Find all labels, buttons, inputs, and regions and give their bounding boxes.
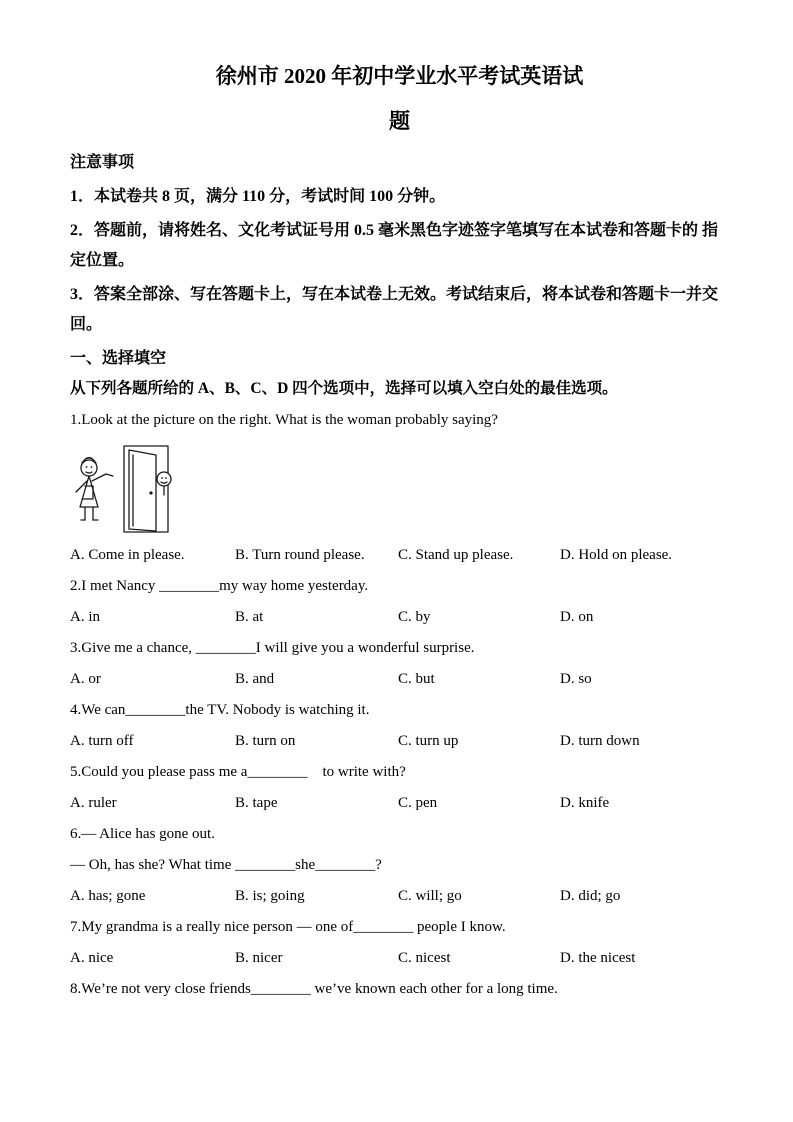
woman-arm [92,474,113,481]
question-6-stem-line-2: — Oh, has she? What time ________she________? [70,857,382,873]
woman-at-open-door-illustration [72,441,184,537]
notice-item-3: 3．答案全部涂、写在答题卡上，写在本试卷上无效。考试结束后，将本试卷和答题卡一并交回。 [70,286,719,333]
question-2-option-b: B. at [235,609,264,625]
question-6-option-b: B. is; going [235,888,305,904]
question-1-stem: 1.Look at the picture on the right. What is the woman probably saying? [70,412,498,428]
question-3-options [70,664,729,695]
question-2 [70,571,729,633]
question-5-option-c: C. pen [398,795,438,811]
title-line-1: 徐州市 2020 年初中学业水平考试英语试 [215,64,584,88]
question-7-stem: 7.My grandma is a really nice person — one of________ people I know. [70,919,506,935]
question-4-option-d: D. turn down [560,733,640,749]
section-instructions: 从下列各题所给的 A、B、C、D 四个选项中，选择可以填入空白处的最佳选项。 [70,380,618,397]
question-2-option-d: D. on [560,609,594,625]
question-6 [70,819,729,912]
question-6-stem: 6.— Alice has gone out. [70,826,215,842]
question-3-stem: 3.Give me a chance, ________I will give you a wonderful surprise. [70,640,475,656]
woman-dress [80,476,98,507]
question-2-options [70,602,729,633]
notice-section [70,148,729,340]
question-4-option-c: C. turn up [398,733,459,749]
section-heading: 一、选择填空 [70,350,167,367]
question-7-option-b: B. nicer [235,950,283,966]
question-2-option-a: A. in [70,609,100,625]
question-1-option-c: C. Stand up please. [398,547,514,563]
question-7-option-c: C. nicest [398,950,451,966]
question-7-option-d: D. the nicest [560,950,636,966]
question-1 [70,405,729,571]
question-1-option-a: A. Come in please. [70,547,185,563]
question-2-option-c: C. by [398,609,431,625]
question-5 [70,757,729,819]
question-5-option-b: B. tape [235,795,278,811]
question-3-option-c: C. but [398,671,435,687]
question-2-stem: 2.I met Nancy ________my way home yesterday. [70,578,369,594]
question-4-option-b: B. turn on [235,733,296,749]
question-4-stem: 4.We can________the TV. Nobody is watching it. [70,702,370,718]
question-7-options [70,943,729,974]
question-7 [70,912,729,974]
question-6-option-a: A. has; gone [70,888,146,904]
question-3-option-d: D. so [560,671,592,687]
notice-heading: 注意事项 [70,154,135,171]
question-3-option-b: B. and [235,671,275,687]
question-5-option-d: D. knife [560,795,610,811]
question-list [70,405,729,1005]
question-6-option-d: D. did; go [560,888,621,904]
question-7-option-a: A. nice [70,950,114,966]
question-4 [70,695,729,757]
question-6-options [70,881,729,912]
notice-item-2: 2．答题前，请将姓名、文化考试证号用 0.5 毫米黑色字迹签字笔填写在本试卷和答题卡的 指定位置。 [70,222,719,269]
question-6-option-c: C. will; go [398,888,462,904]
question-5-option-a: A. ruler [70,795,117,811]
question-3-option-a: A. or [70,671,101,687]
page-title [70,54,729,144]
question-8 [70,974,729,1005]
question-1-option-b: B. Turn round please. [235,547,365,563]
peeking-man-head [157,472,171,486]
title-line-2: 题 [389,109,410,133]
question-5-stem: 5.Could you please pass me a________ to write with? [70,764,406,780]
question-8-stem: 8.We’re not very close friends________ we’ve known each other for a long time. [70,981,558,997]
question-4-options [70,726,729,757]
question-3 [70,633,729,695]
question-4-option-a: A. turn off [70,733,134,749]
notice-item-1: 1．本试卷共 8 页，满分 110 分，考试时间 100 分钟。 [70,188,446,205]
door-knob [149,491,152,494]
question-5-options [70,788,729,819]
question-1-options [70,540,729,571]
question-1-option-d: D. Hold on please. [560,547,673,563]
